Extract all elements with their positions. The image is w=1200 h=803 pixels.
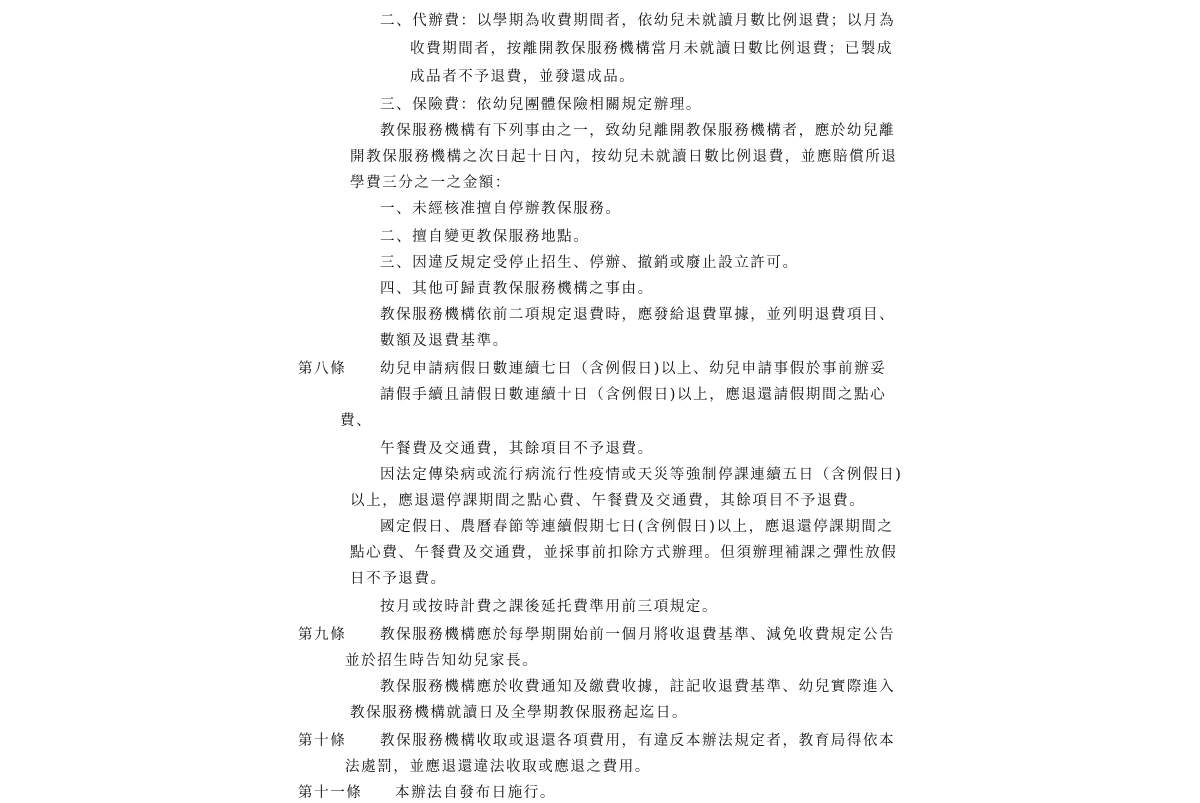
text-line: 教保服務機構依前二項規定退費時，應發給退費單據，並列明退費項目、 <box>380 307 896 323</box>
article-number: 第九條 <box>298 627 347 643</box>
text-line: 一、未經核准擅自停辦教保服務。 <box>380 201 622 217</box>
text-line: 成品者不予退費，並發還成品。 <box>410 69 636 85</box>
text-line: 午餐費及交通費，其餘項目不予退費。 <box>380 441 654 457</box>
text-line: 法處罰，並應退還違法收取或應退之費用。 <box>345 759 651 775</box>
text-line: 教保服務機構應於每學期開始前一個月將收退費基準、減免收費規定公告 <box>380 627 896 643</box>
text-line: 因法定傳染病或流行病流行性疫情或天災等強制停課連續五日（含例假日) <box>380 467 903 483</box>
text-line: 四、其他可歸責教保服務機構之事由。 <box>380 281 654 297</box>
text-line: 費、 <box>340 413 373 429</box>
text-line: 國定假日、農曆春節等連續假期七日(含例假日)以上，應退還停課期間之 <box>380 519 894 535</box>
text-line: 並於招生時告知幼兒家長。 <box>345 653 539 669</box>
text-line: 教保服務機構收取或退還各項費用，有違反本辦法規定者，教育局得依本 <box>380 733 896 749</box>
text-line: 數額及退費基準。 <box>380 333 509 349</box>
text-line: 點心費、午餐費及交通費，並採事前扣除方式辦理。但須辦理補課之彈性放假 <box>350 545 898 561</box>
text-line: 本辦法自發布日施行。 <box>395 785 556 801</box>
text-line: 開教保服務機構之次日起十日內，按幼兒未就讀日數比例退費，並應賠償所退 <box>350 149 898 165</box>
text-line: 教保服務機構應於收費通知及繳費收據，註記收退費基準、幼兒實際進入 <box>380 679 896 695</box>
text-line: 三、保險費：依幼兒團體保險相關規定辦理。 <box>380 97 702 113</box>
text-line: 請假手續且請假日數連續十日（含例假日)以上，應退還請假期間之點心 <box>380 387 887 403</box>
text-line: 收費期間者，按離開教保服務機構當月未就讀日數比例退費；已製成 <box>410 41 893 57</box>
text-line: 二、擅自變更教保服務地點。 <box>380 229 590 245</box>
text-line: 學費三分之一之金額： <box>350 175 511 191</box>
text-line: 教保服務機構就讀日及全學期教保服務起迄日。 <box>350 705 689 721</box>
text-line: 日不予退費。 <box>350 571 447 587</box>
text-line: 二、代辦費：以學期為收費期間者，依幼兒未就讀月數比例退費；以月為 <box>380 13 896 29</box>
article-number: 第十條 <box>298 733 347 749</box>
text-line: 三、因違反規定受停止招生、停辦、撤銷或廢止設立許可。 <box>380 255 799 271</box>
text-line: 幼兒申請病假日數連續七日（含例假日)以上、幼兒申請事假於事前辦妥 <box>380 361 887 377</box>
text-line: 以上，應退還停課期間之點心費、午餐費及交通費，其餘項目不予退費。 <box>350 493 866 509</box>
article-number: 第十一條 <box>298 785 363 801</box>
article-number: 第八條 <box>298 361 347 377</box>
text-line: 按月或按時計費之課後延托費準用前三項規定。 <box>380 599 719 615</box>
text-line: 教保服務機構有下列事由之一，致幼兒離開教保服務機構者，應於幼兒離 <box>380 123 896 139</box>
